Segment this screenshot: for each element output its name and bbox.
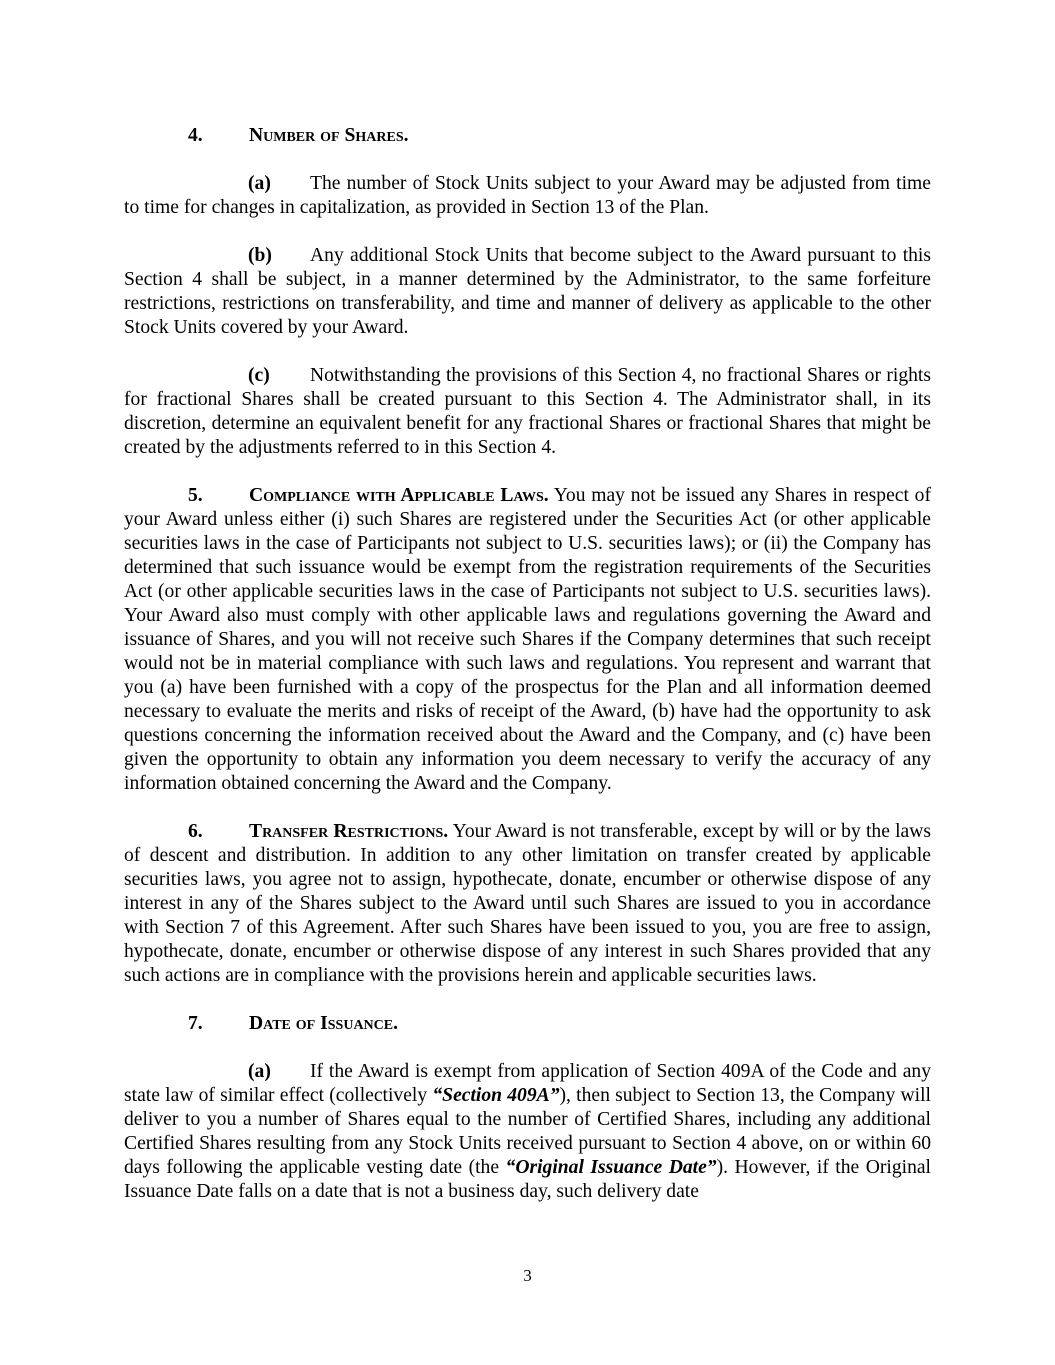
section-4a-paragraph xyxy=(124,172,931,220)
section-7-number: 7. xyxy=(188,1013,203,1034)
section-4c-label: (c) xyxy=(248,365,270,386)
defined-term-section-409a: “Section 409A” xyxy=(432,1085,560,1106)
section-4a-text: The number of Stock Units subject to your Award may be adjusted from time to time for changes in capitalization, as provided in Section 13 of the Plan. xyxy=(124,173,931,218)
section-4a-label: (a) xyxy=(248,173,271,194)
section-7-heading xyxy=(124,1012,931,1036)
document-page xyxy=(124,124,931,1228)
section-4-title: Number of Shares. xyxy=(249,125,409,146)
section-6-paragraph xyxy=(124,820,931,988)
section-6-text: Your Award is not transferable, except by will or by the laws of descent and distribution. In addition to any other limitation on transfer created by applicable securities laws, you agree not to assign, hypothecate, donate, encumber or otherwise dispose of any interest in any of the Shares subject to the Award until such Shares are issued to you in accordance with Section 7 of this Agreement. After such Shares have been issued to you, you are free to assign, hypothecate, donate, encumber or otherwise dispose of any interest in such Shares provided that any such actions are in compliance with the provisions herein and applicable securities laws. xyxy=(124,821,932,986)
section-4b-text: Any additional Stock Units that become subject to the Award pursuant to this Section 4 shall be subject, in a manner determined by the Administrator, to the same forfeiture restrictions, restrictions on transferability, and time and manner of delivery as applicable to the other Stock Units covered by your Award. xyxy=(124,245,931,338)
section-5-paragraph xyxy=(124,484,931,796)
section-5-text: You may not be issued any Shares in respect of your Award unless either (i) such Shares are registered under the Securities Act (or other applicable securities laws in the case of Participants not subject to U.S. securities laws); or (ii) the Company has determined that such issuance would be exempt from the registration requirements of the Securities Act (or other applicable securities laws in the case of Participants not subject to U.S. securities laws). Your Award also must comply with other applicable laws and regulations governing the Award and issuance of Shares, and you will not receive such Shares if the Company determines that such receipt would not be in material compliance with such laws and regulations. You represent and warrant that you (a) have been furnished with a copy of the prospectus for the Plan and all information deemed necessary to evaluate the merits and risks of receipt of the Award, (b) have had the opportunity to ask questions concerning the information received about the Award and the Company, and (c) have been given the opportunity to obtain any information you deem necessary to verify the accuracy of any information obtained concerning the Award and the Company. xyxy=(124,485,931,794)
section-7a-text-1: If the Award is exempt from application of Section 409A of the Code and any state law of similar effect (collectively xyxy=(124,1061,931,1106)
section-7a-paragraph xyxy=(124,1060,931,1204)
section-4-heading xyxy=(124,124,931,148)
section-7a-text-3: ). However, if the Original Issuance Date falls on a date that is not a business day, such delivery date xyxy=(124,1157,932,1202)
section-6-title: Transfer Restrictions. xyxy=(249,821,449,842)
section-4c-paragraph xyxy=(124,364,931,460)
defined-term-original-issuance-date: “Original Issuance Date” xyxy=(505,1157,717,1178)
section-7a-label: (a) xyxy=(248,1061,271,1082)
page-number: 3 xyxy=(523,1266,532,1285)
section-5-title: Compliance with Applicable Laws. xyxy=(249,485,549,506)
section-4b-paragraph xyxy=(124,244,931,340)
section-4c-text: Notwithstanding the provisions of this Section 4, no fractional Shares or rights for fractional Shares shall be created pursuant to this Section 4. The Administrator shall, in its discretion, determine an equivalent benefit for any fractional Shares or fractional Shares that might be created by the adjustments referred to in this Section 4. xyxy=(124,365,931,458)
section-4b-label: (b) xyxy=(248,245,272,266)
section-7-title: Date of Issuance. xyxy=(249,1013,399,1034)
section-5-number: 5. xyxy=(188,485,203,506)
section-7a-text-2: ), then subject to Section 13, the Company will deliver to you a number of Shares equal to the number of Certified Shares, including any additional Certified Shares resulting from any Stock Units received pursuant to Section 4 above, on or within 60 days following the applicable vesting date (the xyxy=(124,1085,931,1178)
section-4-number: 4. xyxy=(188,125,203,146)
section-6-number: 6. xyxy=(188,821,203,842)
